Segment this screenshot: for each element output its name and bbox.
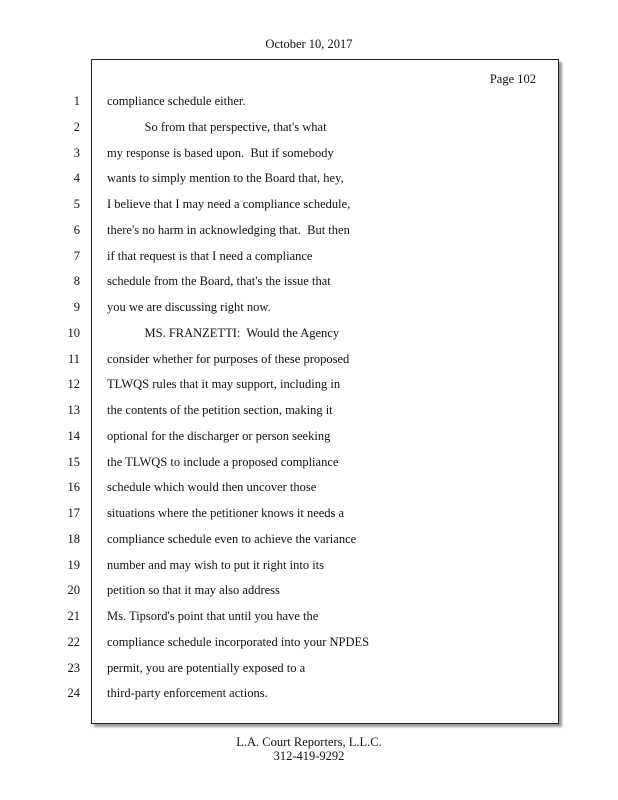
line-number: 24 — [67, 686, 80, 700]
transcript-line: permit, you are potentially exposed to a — [107, 661, 306, 675]
line-number: 2 — [73, 120, 80, 134]
footer-company-name: L.A. Court Reporters, L.L.C. — [236, 735, 382, 749]
transcript-line: So from that perspective, that's what — [107, 120, 327, 134]
line-number: 19 — [67, 558, 80, 572]
transcript-line: consider whether for purposes of these proposed — [107, 352, 350, 366]
transcript-line: my response is based upon. But if somebody — [107, 146, 334, 160]
transcript-line: number and may wish to put it right into its — [107, 558, 324, 572]
line-number: 22 — [67, 635, 80, 649]
transcript-line: compliance schedule incorporated into your NPDES — [107, 635, 370, 649]
line-number: 11 — [67, 352, 80, 366]
transcript-line: the contents of the petition section, making it — [107, 403, 333, 417]
line-number: 9 — [73, 300, 80, 314]
transcript-line: MS. FRANZETTI: Would the Agency — [107, 326, 340, 340]
line-number: 7 — [73, 249, 80, 263]
line-number: 16 — [67, 480, 80, 494]
line-number: 14 — [67, 429, 80, 443]
line-number: 18 — [67, 532, 80, 546]
line-number: 8 — [73, 274, 80, 288]
transcript-line: there's no harm in acknowledging that. But then — [107, 223, 350, 237]
transcript-line: situations where the petitioner knows it needs a — [107, 506, 345, 520]
line-number: 4 — [73, 171, 80, 185]
line-number: 5 — [73, 197, 80, 211]
line-number: 3 — [73, 146, 80, 160]
transcript-line: third-party enforcement actions. — [107, 686, 268, 700]
page-number: Page 102 — [489, 72, 536, 86]
line-number: 12 — [67, 377, 80, 391]
transcript-line: schedule which would then uncover those — [107, 480, 317, 494]
line-number: 10 — [67, 326, 80, 340]
date-header: October 10, 2017 — [265, 37, 353, 51]
transcript-line: wants to simply mention to the Board that, hey, — [107, 171, 344, 185]
line-number: 15 — [67, 455, 80, 469]
line-number: 13 — [67, 403, 80, 417]
line-number: 6 — [73, 223, 80, 237]
line-number: 23 — [67, 661, 80, 675]
line-number: 1 — [73, 94, 80, 108]
transcript-line: schedule from the Board, that's the issue that — [107, 274, 331, 288]
transcript-line: compliance schedule either. — [107, 94, 246, 108]
line-number: 21 — [67, 609, 80, 623]
transcript-line: optional for the discharger or person seeking — [107, 429, 331, 443]
footer-phone-number: 312-419-9292 — [273, 749, 345, 763]
transcript-line: compliance schedule even to achieve the variance — [107, 532, 357, 546]
transcript-line: I believe that I may need a compliance schedule, — [107, 197, 351, 211]
transcript-line: Ms. Tipsord's point that until you have the — [107, 609, 319, 623]
line-number: 20 — [67, 583, 80, 597]
transcript-line: TLWQS rules that it may support, including in — [107, 377, 341, 391]
transcript-line: if that request is that I need a compliance — [107, 249, 313, 263]
transcript-line: petition so that it may also address — [107, 583, 280, 597]
transcript-line: you we are discussing right now. — [107, 300, 271, 314]
transcript-line: the TLWQS to include a proposed compliance — [107, 455, 339, 469]
line-number: 17 — [67, 506, 80, 520]
